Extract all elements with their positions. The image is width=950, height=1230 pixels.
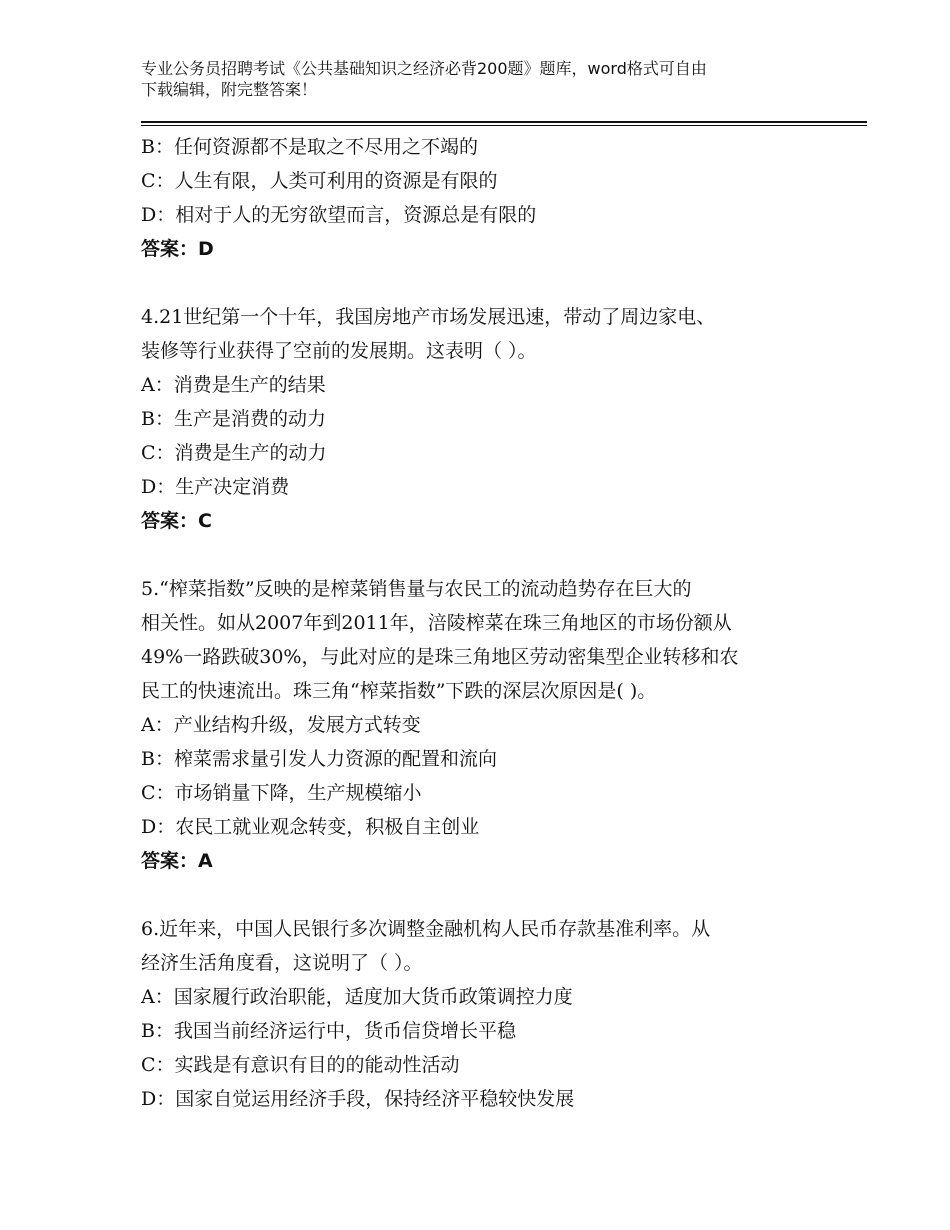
page-header [141,58,821,100]
question-6 [141,912,831,1116]
option-d: D：生产决定消费 [141,476,290,498]
option-d: D：相对于人的无穷欲望而言，资源总是有限的 [141,204,537,226]
option-a: A：消费是生产的结果 [141,374,326,396]
answer-line: 答案：A [141,850,213,872]
answer-line: 答案：D [141,238,214,260]
option-b: B：生产是消费的动力 [141,408,326,430]
question-stem-line: 4.21世纪第一个十年，我国房地产市场发展迅速，带动了周边家电、 [141,306,716,328]
option-c: C：实践是有意识有目的的能动性活动 [141,1054,460,1076]
spacer [141,266,831,300]
spacer [141,878,831,912]
header-rule-thick [141,121,867,123]
answer-line: 答案：C [141,510,212,532]
option-c: C：人生有限，人类可利用的资源是有限的 [141,170,498,192]
option-a: A：产业结构升级，发展方式转变 [141,714,421,736]
question-stem-line: 5.“榨菜指数”反映的是榨菜销售量与农民工的流动趋势存在巨大的 [141,578,692,600]
option-b: B：我国当前经济运行中，货币信贷增长平稳 [141,1020,516,1042]
header-line-1: 专业公务员招聘考试《公共基础知识之经济必背200题》题库，word格式可自由 [141,59,707,78]
question-stem-line: 相关性。如从2007年到2011年，涪陵榨菜在珠三角地区的市场份额从 [141,612,732,634]
question-stem-line: 49%一路跌破30%，与此对应的是珠三角地区劳动密集型企业转移和农 [141,646,739,668]
option-b: B：榨菜需求量引发人力资源的配置和流向 [141,748,497,770]
option-d: D：农民工就业观念转变，积极自主创业 [141,816,480,838]
spacer [141,538,831,572]
question-5 [141,572,831,878]
option-c: C：消费是生产的动力 [141,442,327,464]
question-stem-line: 经济生活角度看，这说明了（ ）。 [141,952,423,974]
question-stem-line: 民工的快速流出。珠三角“榨菜指数”下跌的深层次原因是( )。 [141,680,657,702]
header-line-2: 下载编辑，附完整答案！ [141,80,318,99]
question-content [141,130,831,1116]
question-3 [141,130,831,266]
option-b: B：任何资源都不是取之不尽用之不竭的 [141,136,478,158]
option-c: C：市场销量下降，生产规模缩小 [141,782,422,804]
question-stem-line: 装修等行业获得了空前的发展期。这表明（ ）。 [141,340,537,362]
question-stem-line: 6.近年来，中国人民银行多次调整金融机构人民币存款基准利率。从 [141,918,711,940]
option-a: A：国家履行政治职能，适度加大货币政策调控力度 [141,986,573,1008]
option-d: D：国家自觉运用经济手段，保持经济平稳较快发展 [141,1088,575,1110]
question-4 [141,300,831,538]
header-rule-thin [141,125,867,126]
